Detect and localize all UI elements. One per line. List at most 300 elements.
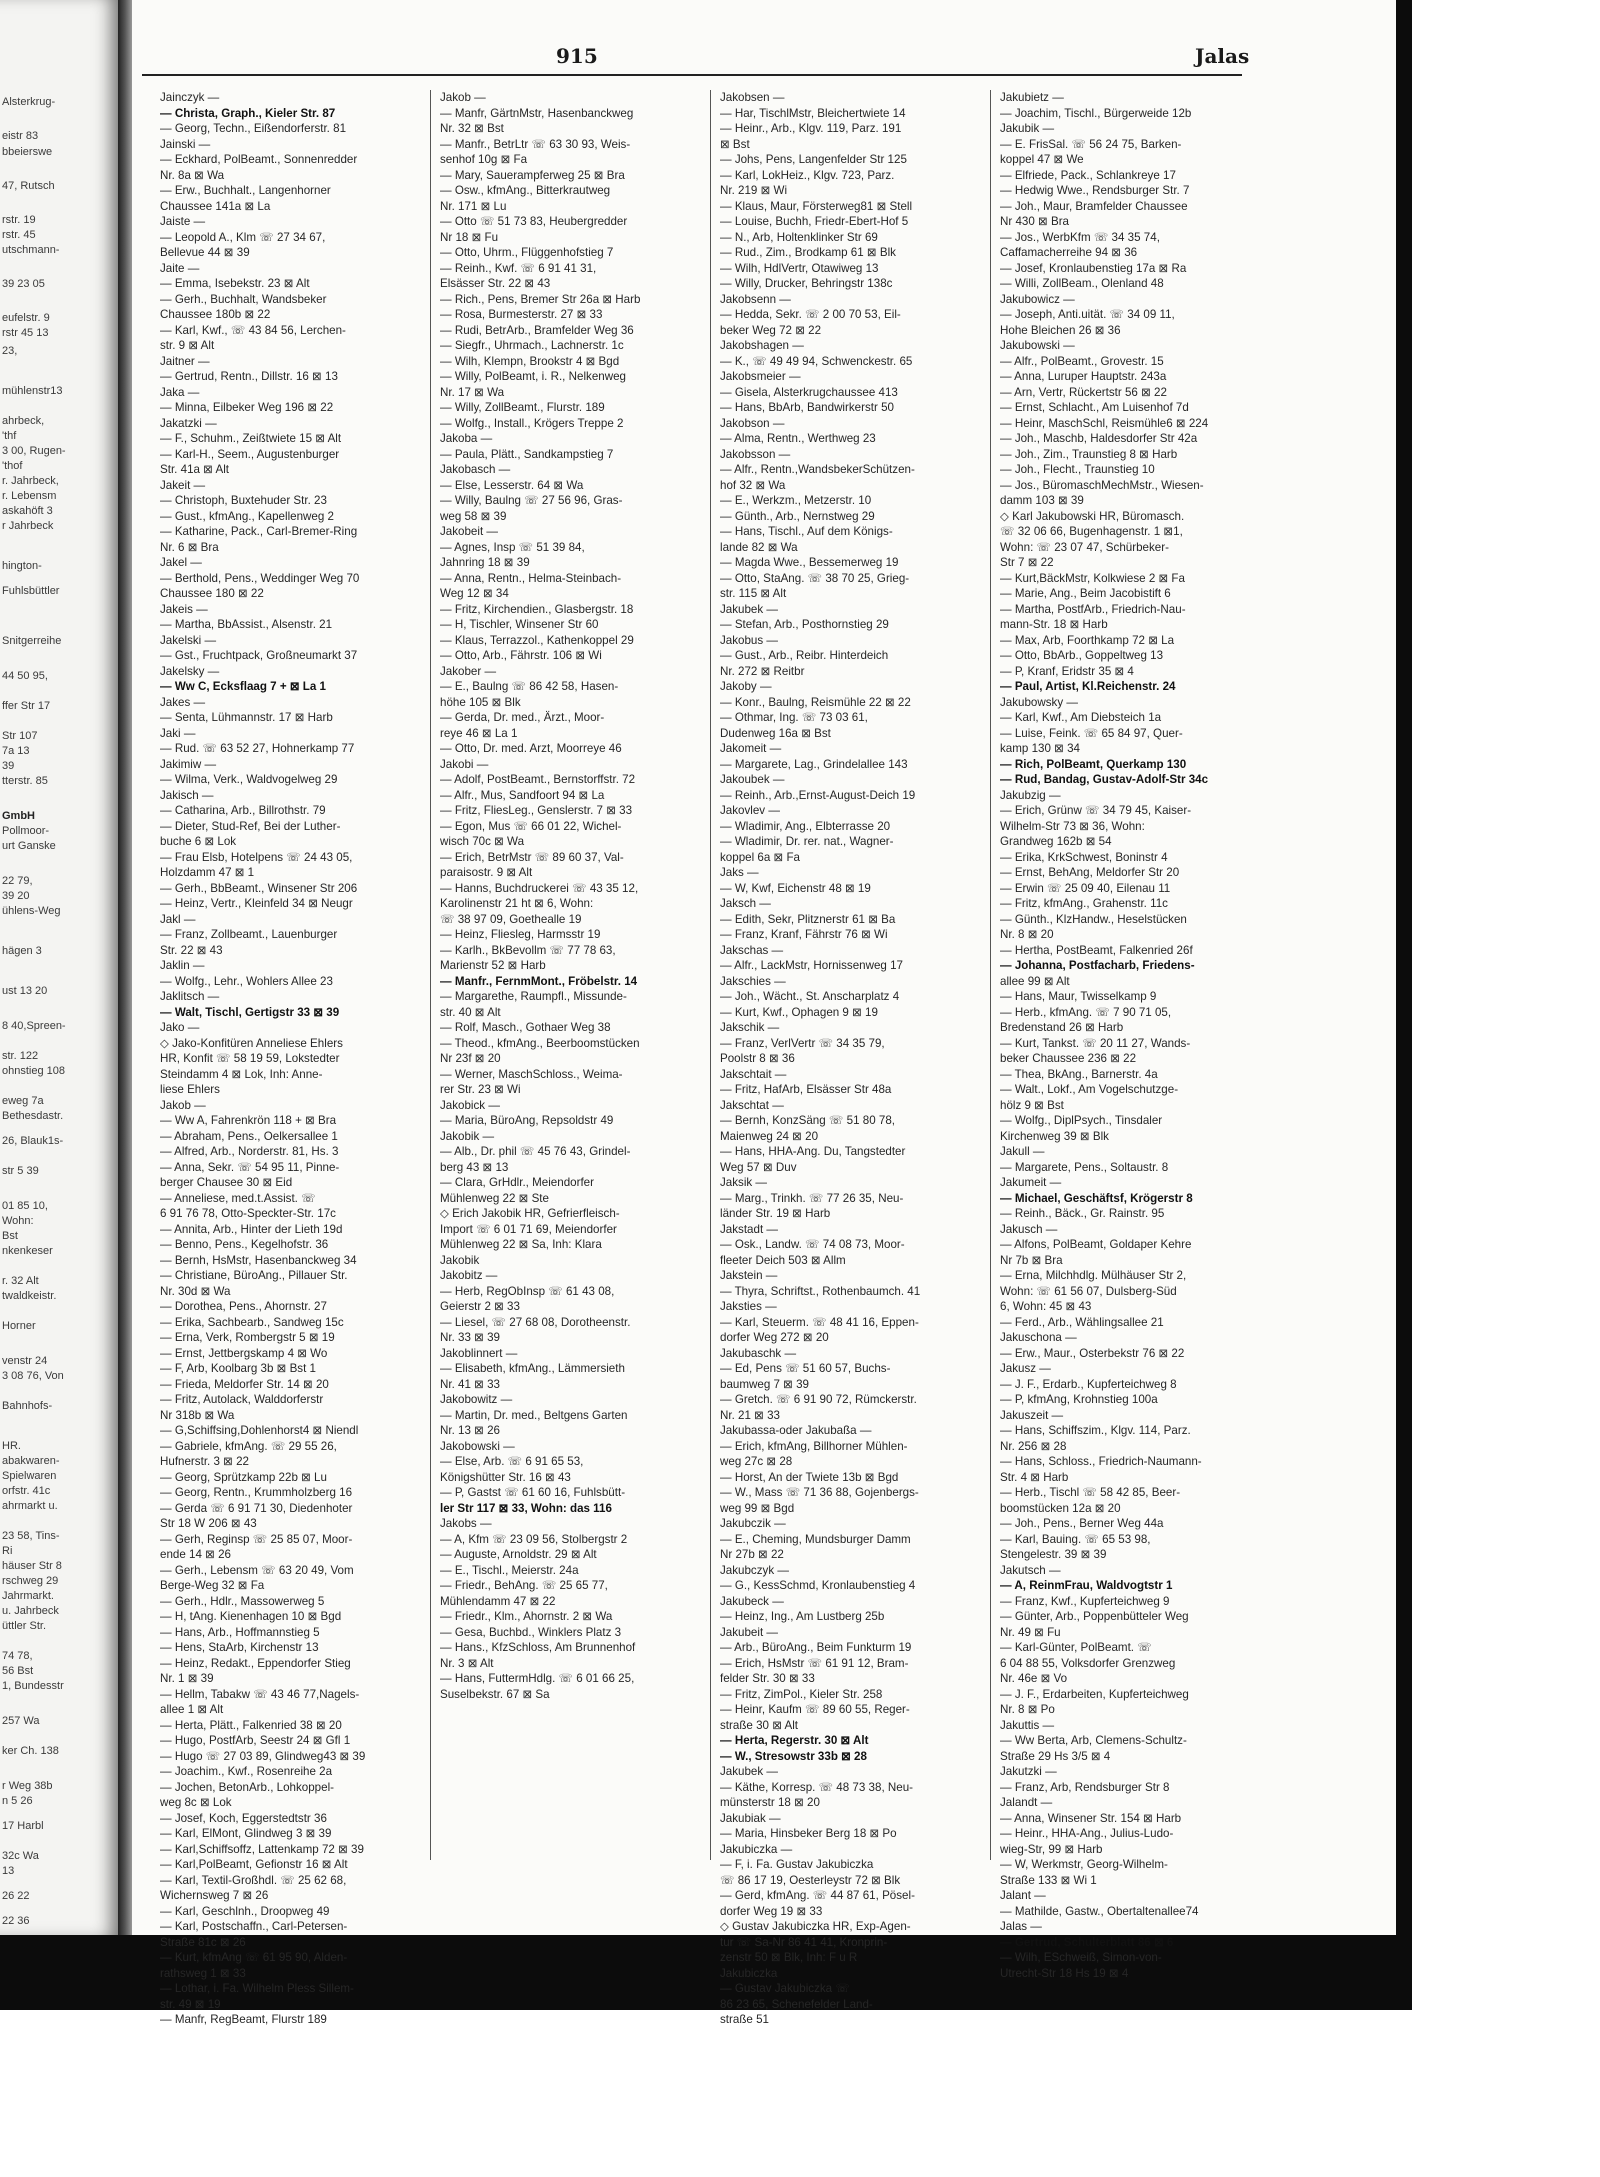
directory-entry-line: — Gerd, kfmAng. ☏ 44 87 61, Pösel- (720, 1889, 915, 1902)
directory-entry-line: Import ☏ 6 01 71 69, Meiendorfer (440, 1222, 617, 1236)
directory-entry-line: — Gust., kfmAng., Kapellenweg 2 (160, 509, 334, 523)
left-page-text-fragment: häuser Str 8 (2, 1560, 62, 1572)
directory-entry-line: — Heinz, Redakt., Eppendorfer Stieg (160, 1656, 351, 1670)
directory-entry-line: — G., KessSchmd, Kronlaubenstieg 4 (720, 1579, 916, 1592)
directory-entry-line: — Alfr., Rentn.,WandsbekerSchützen- (720, 463, 915, 476)
directory-entry-line: — Kurt, Kwf., Ophagen 9 ⊠ 19 (720, 1005, 878, 1019)
directory-entry-line: Straße 81c ⊠ 26 (160, 1935, 246, 1949)
directory-entry-line: — Manfr, GärtnMstr, Hasenbanckweg (440, 106, 634, 120)
directory-entry-line: — E., Werkzm., Metzerstr. 10 (720, 494, 872, 507)
directory-entry-line: mann-Str. 18 ⊠ Harb (1000, 618, 1108, 631)
directory-entry-line: — Günter, Arb., Poppenbütteler Weg (1000, 1610, 1189, 1623)
directory-entry-line: — Johanna, Postfacharb, Friedens- (1000, 959, 1195, 972)
directory-entry-line: Jakob — (160, 1098, 206, 1112)
directory-entry-line: länder Str. 19 ⊠ Harb (720, 1207, 831, 1220)
directory-entry-line: 86 23 65, Schenefelder Land- (720, 1997, 873, 2011)
directory-entry-line: Jakobsmeier — (720, 370, 801, 383)
directory-entry-line: — Berthold, Pens., Weddinger Weg 70 (160, 571, 360, 585)
directory-entry-line: — Otto, StaAng. ☏ 38 70 25, Grieg- (720, 571, 910, 585)
directory-entry-line: — Siegfr., Uhrmach., Lachnerstr. 1c (440, 339, 624, 352)
directory-entry-line: — H, tAng. Kienenhagen 10 ⊠ Bgd (160, 1610, 342, 1623)
directory-entry-line: Jakobs — (440, 1517, 492, 1530)
directory-entry-line: — Franz, VerlVertr ☏ 34 35 79, (720, 1036, 885, 1050)
directory-entry-line: — Karl, Geschlnh., Droopweg 49 (160, 1904, 330, 1918)
directory-entry-line: — Josef, Koch, Eggerstedtstr 36 (160, 1811, 327, 1825)
directory-entry-line: — Rich, PolBeamt, Querkamp 130 (1000, 757, 1187, 771)
directory-entry-line: Nr. 32 ⊠ Bst (440, 122, 504, 135)
directory-entry-line: — Gertrud, Rentn., Dillstr. 16 ⊠ 13 (160, 370, 338, 383)
directory-entry-line: Jakobasch — (440, 463, 511, 476)
directory-entry-line: — G,Schiffsing,Dohlenhorst4 ⊠ Niendl (160, 1424, 359, 1437)
directory-entry-line: — Franz, Kwf., Kupferteichweg 9 (1000, 1594, 1170, 1608)
directory-entry-line: — J. F., Erdarb., Kupferteichweg 8 (1000, 1377, 1177, 1391)
directory-entry-line: — Karl, Bauing. ☏ 65 53 98, (1000, 1532, 1151, 1546)
directory-entry-line: — Max, Arb, Foorthkamp 72 ⊠ La (1000, 633, 1175, 647)
directory-entry-line: tur ☏ Sa-Nr 86 41 41, Kronprin- (720, 1935, 888, 1949)
directory-entry-line: buche 6 ⊠ Lok (160, 835, 237, 848)
directory-entry-line: — Käthe, Korresp. ☏ 48 73 38, Neu- (720, 1780, 914, 1794)
directory-entry-line: Jaksch — (720, 897, 771, 910)
directory-entry-line: — Frau Elsb, Hotelpens ☏ 24 43 05, (160, 850, 353, 864)
directory-entry-line: Caffamacherreihe 94 ⊠ 36 (1000, 246, 1138, 259)
directory-entry-line: Jakimiw — (160, 757, 217, 771)
directory-entry-line: — Gst., Fruchtpack, Großneumarkt 37 (160, 649, 358, 662)
directory-entry-line: — Wolfg., Lehr., Wohlers Allee 23 (160, 974, 333, 988)
directory-entry-line: — Liesel, ☏ 27 68 08, Dorotheenstr. (440, 1315, 631, 1329)
directory-entry-line: Jako — (160, 1021, 200, 1034)
directory-column-2 (440, 90, 696, 1930)
directory-entry-line: Jaka — (160, 385, 200, 399)
header-rule (142, 74, 1242, 76)
directory-entry-line: Nr. 49 ⊠ Fu (1000, 1625, 1061, 1639)
directory-entry-line: Nr. 219 ⊠ Wi (720, 184, 788, 197)
directory-entry-line: — Josef, Kronlaubenstieg 17a ⊠ Ra (1000, 261, 1187, 275)
directory-entry-line: — Adolf, PostBeamt., Bernstorffstr. 72 (440, 773, 636, 786)
directory-entry-line: Jakoba — (440, 432, 493, 445)
directory-entry-line: — Gerh., BbBeamt., Winsener Str 206 (160, 881, 358, 895)
directory-entry-line: Jaiste — (160, 215, 206, 228)
directory-entry-line: — Joh., Maur, Bramfelder Chaussee (1000, 199, 1188, 213)
left-page-text-fragment: 26 22 (2, 1890, 30, 1902)
directory-entry-line: — Joh., Maschb, Haldesdorfer Str 42a (1000, 432, 1198, 445)
directory-entry-line: Jakubeit — (720, 1625, 778, 1639)
directory-entry-line: — Karl, Kwf., Am Diebsteich 1a (1000, 711, 1162, 724)
directory-entry-line: liese Ehlers (160, 1083, 220, 1096)
directory-entry-line: — Karl, Steuerm. ☏ 48 41 16, Eppen- (720, 1315, 919, 1329)
directory-entry-line: koppel 6a ⊠ Fa (720, 850, 800, 864)
directory-entry-line: — Manfr., BetrLtr ☏ 63 30 93, Weis- (440, 137, 631, 151)
directory-entry-line: boomstücken 12a ⊠ 20 (1000, 1501, 1121, 1515)
directory-entry-line: — Heinr., Arb., Klgv. 119, Parz. 191 (720, 122, 902, 135)
directory-entry-line: rer Str. 23 ⊠ Wi (440, 1083, 521, 1096)
directory-entry-line: — Elfriede, Pack., Schlankreye 17 (1000, 168, 1176, 182)
directory-entry-line: — Katharine, Pack., Carl-Bremer-Ring (160, 525, 358, 538)
directory-entry-line: — Fritz, kfmAng., Grahenstr. 11c (1000, 897, 1168, 910)
directory-entry-line: — Elisabeth, kfmAng., Lämmersieth (440, 1362, 625, 1375)
left-page-text-fragment: nkenkeser (2, 1245, 53, 1257)
directory-entry-line: Jakschik — (720, 1021, 780, 1034)
directory-entry-line: — Gertrud, Schulterblatt 86 ⊠ 6 (1000, 1935, 1174, 1949)
left-page-text-fragment: Jahrmarkt. (2, 1590, 54, 1602)
directory-entry-line: — Gerh, Reginsp ☏ 25 85 07, Moor- (160, 1532, 353, 1546)
directory-entry-line: Jakobowitz — (440, 1393, 513, 1406)
directory-entry-line: — Anna, Rentn., Helma-Steinbach- (440, 571, 622, 585)
directory-entry-line: Königshütter Str. 16 ⊠ 43 (440, 1470, 571, 1484)
directory-entry-line: — Lothar, i. Fa. Wilhelm Pless Sillem- (160, 1982, 354, 1995)
directory-entry-line: — Joh., Wächt., St. Anscharplatz 4 (720, 990, 900, 1003)
directory-entry-line: — Hans, Arb., Hoffmannstieg 5 (160, 1625, 320, 1639)
directory-entry-line: — Louise, Buchh, Friedr-Ebert-Hof 5 (720, 215, 909, 228)
directory-entry-line: — P, Gastst ☏ 61 60 16, Fuhlsbütt- (440, 1486, 626, 1499)
left-page-text-fragment: hägen 3 (2, 945, 42, 957)
directory-entry-line: Geierstr 2 ⊠ 33 (440, 1300, 520, 1313)
directory-entry-line: Jakusch — (1000, 1222, 1058, 1236)
directory-entry-line: — Otto, Dr. med. Arzt, Moorreye 46 (440, 742, 622, 755)
directory-entry-line: kamp 130 ⊠ 34 (1000, 742, 1080, 755)
directory-entry-line: Jaklin — (160, 959, 205, 972)
directory-entry-line: Jakeit — (160, 478, 206, 492)
directory-entry-line: — Horst, An der Twiete 13b ⊠ Bgd (720, 1470, 899, 1484)
directory-entry-line: Jakubiczka — (720, 1842, 793, 1856)
directory-entry-line: ☏ 38 97 09, Goethealle 19 (440, 912, 582, 926)
directory-entry-line: Hohe Bleichen 26 ⊠ 36 (1000, 323, 1121, 337)
directory-entry-line: — Reinh., Arb.,Ernst-August-Deich 19 (720, 788, 916, 802)
left-page-text-fragment: ühlens-Weg (2, 905, 61, 917)
left-page-text-fragment: 7a 13 (2, 745, 30, 757)
directory-entry-line: ◇ Gustav Jakubiczka HR, Exp-Agen- (720, 1920, 911, 1933)
directory-entry-line: straße 51 (720, 2013, 769, 2026)
directory-entry-line: Jakubiczka (720, 1966, 778, 1980)
directory-entry-line: Bellevue 44 ⊠ 39 (160, 246, 250, 259)
directory-entry-line: str. 49 ⊠ 19 (160, 1997, 221, 2011)
directory-entry-line: Jakuttis — (1000, 1718, 1055, 1732)
directory-entry-line: Jakobi — (440, 757, 489, 771)
directory-entry-line: Jalas — (1000, 1920, 1042, 1933)
directory-entry-line: — Gustav Jakubiczka ☏ (720, 1982, 850, 1995)
directory-entry-line: Marienstr 52 ⊠ Harb (440, 959, 546, 972)
directory-entry-line: Nr. 46e ⊠ Vo (1000, 1672, 1068, 1685)
directory-entry-line: Poolstr 8 ⊠ 36 (720, 1052, 795, 1065)
directory-entry-line: HR, Konfit ☏ 58 19 59, Lokstedter (160, 1052, 340, 1065)
directory-entry-line: Jakobowski — (440, 1439, 515, 1453)
directory-entry-line: — Osk., Landw. ☏ 74 08 73, Moor- (720, 1238, 905, 1251)
directory-entry-line: — Fritz, Kirchendien., Glasbergstr. 18 (440, 602, 634, 616)
left-page-text-fragment: 257 Wa (2, 1715, 40, 1727)
directory-entry-line: Jakutsch — (1000, 1563, 1061, 1577)
directory-entry-line: Jakubietz — (1000, 91, 1064, 104)
directory-entry-line: — Rud. ☏ 63 52 27, Hohnerkamp 77 (160, 742, 355, 755)
directory-entry-line: Jakubek — (720, 602, 778, 616)
directory-entry-line: Wohn: ☏ 23 07 47, Schürbeker- (1000, 540, 1169, 554)
directory-entry-line: Jalant — (1000, 1889, 1046, 1902)
directory-entry-line: — Fritz, ZimPol., Kieler Str. 258 (720, 1687, 883, 1701)
directory-entry-line: — Wilma, Verk., Waldvogelweg 29 (160, 773, 338, 786)
directory-entry-line: — Else, Arb. ☏ 6 91 65 53, (440, 1455, 584, 1468)
directory-entry-line: — Gesa, Buchbd., Winklers Platz 3 (440, 1625, 622, 1639)
left-page-text-fragment: Snitgerreihe (2, 635, 62, 647)
directory-entry-line: — Wolfg., Install., Krögers Treppe 2 (440, 416, 624, 430)
directory-entry-line: ◇ Karl Jakubowski HR, Büromasch. (1000, 509, 1185, 523)
directory-entry-line: — Dorothea, Pens., Ahornstr. 27 (160, 1300, 327, 1313)
directory-entry-line: — Abraham, Pens., Oelkersallee 1 (160, 1129, 338, 1143)
left-page-text-fragment: ust 13 20 (2, 985, 48, 997)
directory-entry-line: 6 91 76 78, Otto-Speckter-Str. 17c (160, 1207, 336, 1220)
directory-entry-line: Wichernsweg 7 ⊠ 26 (160, 1889, 269, 1902)
directory-entry-line: — Joh., Flecht., Traunstieg 10 (1000, 463, 1155, 476)
directory-entry-line: — E. FrisSal. ☏ 56 24 75, Barken- (1000, 137, 1182, 151)
directory-entry-line: — Erich, HsMstr ☏ 61 91 12, Bram- (720, 1656, 909, 1670)
directory-entry-line: — Minna, Eilbeker Weg 196 ⊠ 22 (160, 401, 334, 414)
directory-entry-line: allee 1 ⊠ Alt (160, 1703, 224, 1716)
directory-entry-line: ⊠ Bst (720, 137, 750, 151)
directory-entry-line: — Rich., Pens, Bremer Str 26a ⊠ Harb (440, 292, 641, 306)
directory-entry-line: ◇ Jako-Konfitüren Anneliese Ehlers (160, 1036, 343, 1050)
directory-entry-line: — Erich, Grünw ☏ 34 79 45, Kaiser- (1000, 804, 1192, 817)
left-page-text-fragment: GmbH (2, 810, 35, 822)
left-page-text-fragment: str 5 39 (2, 1165, 39, 1177)
directory-entry-line: — A, Kfm ☏ 23 09 56, Stolbergstr 2 (440, 1532, 628, 1546)
directory-entry-line: — Clara, GrHdlr., Meiendorfer (440, 1176, 594, 1189)
directory-entry-line: — Joh., Zim., Traunstieg 8 ⊠ Harb (1000, 447, 1178, 461)
directory-entry-line: — Eckhard, PolBeamt., Sonnenredder (160, 153, 358, 166)
directory-entry-line: Nr 430 ⊠ Bra (1000, 215, 1069, 228)
directory-entry-line: — Ww Berta, Arb, Clemens-Schultz- (1000, 1734, 1187, 1747)
directory-entry-line: weg 8c ⊠ Lok (160, 1796, 232, 1809)
directory-entry-line: Jakobus — (720, 633, 778, 647)
directory-entry-line: Straße 133 ⊠ Wi 1 (1000, 1873, 1097, 1887)
directory-entry-line: — Joachim., Kwf., Rosenreihe 2a (160, 1765, 333, 1778)
left-page-text-fragment: rschweg 29 (2, 1575, 59, 1587)
directory-entry-line: — Hedda, Sekr. ☏ 2 00 70 53, Eil- (720, 308, 901, 321)
directory-entry-line: Jakubowicz — (1000, 292, 1075, 306)
left-page-text-fragment: urt Ganske (2, 840, 56, 852)
directory-entry-line: Berge-Weg 32 ⊠ Fa (160, 1579, 265, 1592)
directory-entry-line: — Fritz, HafArb, Elsässer Str 48a (720, 1083, 892, 1096)
directory-entry-line: höhe 105 ⊠ Blk (440, 695, 521, 709)
directory-entry-line: — Dieter, Stud-Ref, Bei der Luther- (160, 819, 341, 833)
left-page-text-fragment: Spielwaren (2, 1470, 57, 1482)
left-page-text-fragment: abakwaren- (2, 1455, 60, 1467)
directory-entry-line: Jakobsen — (720, 91, 785, 104)
column-divider (710, 90, 711, 1860)
directory-entry-line: Jainski — (160, 137, 211, 151)
directory-entry-line: — Hans., KfzSchloss, Am Brunnenhof (440, 1641, 636, 1654)
directory-entry-line: — Karl,Schiffsoffz, Lattenkamp 72 ⊠ 39 (160, 1842, 364, 1856)
directory-entry-line: — Arb., BüroAng., Beim Funkturm 19 (720, 1641, 912, 1654)
directory-entry-line: Jaksties — (720, 1300, 777, 1313)
directory-entry-line: — Klaus, Terrazzol., Kathenkoppel 29 (440, 633, 634, 647)
directory-entry-line: — Marie, Ang., Beim Jacobistift 6 (1000, 587, 1171, 600)
directory-entry-line: Suselbekstr. 67 ⊠ Sa (440, 1687, 550, 1701)
left-page-text-fragment: askahöft 3 (2, 505, 53, 517)
directory-entry-line: Jakobsenn — (720, 292, 791, 306)
directory-entry-line: fleeter Deich 503 ⊠ Allm (720, 1253, 846, 1267)
directory-entry-line: — Franz, Arb, Rendsburger Str 8 (1000, 1780, 1170, 1794)
directory-entry-line: Nr. 8 ⊠ Po (1000, 1703, 1055, 1716)
directory-entry-line: — W., Mass ☏ 71 36 88, Gojenbergs- (720, 1486, 919, 1499)
directory-entry-line: Jakobson — (720, 416, 785, 430)
directory-entry-line: Jakob — (440, 91, 486, 104)
directory-entry-line: Wohn: ☏ 61 56 07, Dulsberg-Süd (1000, 1284, 1177, 1298)
directory-entry-line: reye 46 ⊠ La 1 (440, 726, 518, 740)
left-page-text-fragment: 32c Wa (2, 1850, 39, 1862)
left-page-text-fragment: bbeierswe (2, 146, 53, 158)
directory-entry-line: Weg 57 ⊠ Duv (720, 1160, 797, 1174)
directory-entry-line: Jahnring 18 ⊠ 39 (440, 556, 530, 569)
directory-entry-line: ☏ 32 06 66, Bugenhagenstr. 1 ⊠1, (1000, 525, 1183, 538)
directory-entry-line: — Har, TischlMstr, Bleichertwiete 14 (720, 106, 906, 120)
directory-entry-line: Stengelestr. 39 ⊠ 39 (1000, 1548, 1107, 1561)
directory-entry-line: dorfer Weg 272 ⊠ 20 (720, 1331, 829, 1344)
left-page-text-fragment: Bethesdastr. (2, 1110, 64, 1122)
directory-entry-line: Nr. 21 ⊠ 33 (720, 1408, 780, 1422)
directory-entry-line: rathsweg 1 ⊠ 33 (160, 1966, 246, 1980)
directory-entry-line: — F, Arb, Koolbarg 3b ⊠ Bst 1 (160, 1362, 316, 1375)
directory-entry-line: Jakl — (160, 912, 196, 926)
left-page-text-fragment: 17 Harbl (2, 1820, 44, 1832)
directory-entry-line: — Ww A, Fahrenkrön 118 + ⊠ Bra (160, 1114, 337, 1127)
directory-entry-line: — Erna, Verk, Rombergstr 5 ⊠ 19 (160, 1331, 335, 1344)
directory-entry-line: — Herb., kfmAng. ☏ 7 90 71 05, (1000, 1005, 1172, 1019)
directory-entry-line: — Theod., kfmAng., Beerboomstücken (440, 1036, 640, 1050)
directory-entry-line: koppel 47 ⊠ We (1000, 153, 1084, 166)
directory-entry-line: Elsässer Str. 22 ⊠ 43 (440, 277, 551, 290)
directory-entry-line: — Hans, FuttermHdlg. ☏ 6 01 66 25, (440, 1672, 635, 1685)
directory-entry-line: — Arn, Vertr, Rückertstr 56 ⊠ 22 (1000, 385, 1167, 399)
directory-entry-line: — Ernst, BehAng, Meldorfer Str 20 (1000, 866, 1180, 879)
directory-entry-line: Jakober — (440, 664, 497, 678)
directory-entry-line: — Osw., kfmAng., Bitterkrautweg (440, 184, 611, 197)
directory-entry-line: Jakutzki — (1000, 1765, 1057, 1778)
directory-entry-line: — Rudi, BetrArb., Bramfelder Weg 36 (440, 323, 634, 337)
directory-entry-line: Jakovlev — (720, 804, 780, 817)
directory-entry-line: str. 115 ⊠ Alt (720, 587, 787, 600)
directory-entry-line: — Othmar, Ing. ☏ 73 03 61, (720, 711, 868, 724)
directory-entry-line: Nr. 33 ⊠ 39 (440, 1331, 500, 1344)
directory-entry-line: — P, kfmAng, Krohnstieg 100a (1000, 1393, 1158, 1406)
directory-entry-line: Jakatzki — (160, 416, 217, 430)
directory-entry-line: — Paul, Artist, Kl.Reichenstr. 24 (1000, 680, 1176, 693)
directory-entry-line: ler Str 117 ⊠ 33, Wohn: das 116 (440, 1501, 612, 1515)
directory-column-4 (1000, 90, 1256, 1980)
directory-entry-line: — Herb, RegObInsp ☏ 61 43 08, (440, 1284, 615, 1298)
directory-entry-line: — Leopold A., Klm ☏ 27 34 67, (160, 230, 326, 244)
directory-entry-line: — Hugo ☏ 27 03 89, Glindweg43 ⊠ 39 (160, 1749, 366, 1763)
directory-entry-line: — Senta, Lühmannstr. 17 ⊠ Harb (160, 711, 333, 724)
left-page-text-fragment: Str 107 (2, 730, 38, 742)
left-page-text-fragment: 'thf (2, 430, 17, 442)
directory-entry-line: — Gerda ☏ 6 91 71 30, Diedenhoter (160, 1501, 353, 1515)
directory-entry-line: — W., Stresowstr 33b ⊠ 28 (720, 1749, 867, 1763)
directory-entry-line: Jakel — (160, 556, 202, 569)
directory-entry-line: str. 40 ⊠ Alt (440, 1005, 501, 1019)
left-page-text-fragment: 'thof (2, 460, 23, 472)
left-page-text-fragment: 01 85 10, (2, 1200, 48, 1212)
directory-entry-line: wisch 70c ⊠ Wa (440, 835, 525, 848)
directory-entry-line: — Erw., Buchhalt., Langenhorner (160, 184, 331, 197)
directory-entry-line: Jakubowski — (1000, 339, 1075, 352)
directory-entry-line: Jakobik (440, 1253, 480, 1267)
directory-entry-line: — Karlh., BkBevollm ☏ 77 78 63, (440, 943, 616, 957)
directory-entry-line: Jakobshagen — (720, 339, 804, 352)
left-page-text-fragment: n 5 26 (2, 1795, 33, 1807)
directory-entry-line: — Jos., BüromaschMechMstr., Wiesen- (1000, 478, 1204, 492)
directory-entry-line: — J. F., Erdarbeiten, Kupferteichweg (1000, 1687, 1189, 1701)
directory-entry-line: Jakumeit — (1000, 1176, 1062, 1189)
directory-entry-line: — Karl, Kwf., ☏ 43 84 56, Lerchen- (160, 323, 346, 337)
directory-entry-line: Jaki — (160, 726, 196, 740)
directory-entry-line: Jakschies — (720, 974, 786, 988)
directory-entry-line: — Hedwig Wwe., Rendsburger Str. 7 (1000, 184, 1190, 197)
directory-entry-line: beker Chaussee 236 ⊠ 22 (1000, 1052, 1137, 1065)
directory-entry-line: — Georg, Techn., Eißendorferstr. 81 (160, 122, 347, 135)
left-page-text-fragment: Ri (2, 1545, 13, 1557)
directory-entry-line: Jakubek — (720, 1765, 778, 1778)
directory-entry-line: Jaks — (720, 866, 759, 879)
directory-entry-line: — W, Kwf, Eichenstr 48 ⊠ 19 (720, 881, 871, 895)
directory-entry-line: Jaitner — (160, 354, 210, 368)
directory-entry-line: Jakes — (160, 695, 206, 709)
directory-entry-line: — Martha, BbAssist., Alsenstr. 21 (160, 618, 333, 631)
directory-entry-line: — Gerda, Dr. med., Ärzt., Moor- (440, 711, 605, 724)
directory-entry-line: — Luise, Feink. ☏ 65 84 97, Quer- (1000, 726, 1183, 740)
directory-entry-line: — Hans, HHA-Ang. Du, Tangstedter (720, 1145, 906, 1158)
left-page-text-fragment: utschmann- (2, 244, 60, 256)
directory-entry-line: Maienweg 24 ⊠ 20 (720, 1129, 819, 1143)
page-number: 915 (556, 44, 598, 68)
left-page-text-fragment: mühlenstr13 (2, 385, 63, 397)
directory-entry-line: — Franz, Zollbeamt., Lauenburger (160, 928, 338, 941)
directory-entry-line: — Johs, Pens, Langenfelder Str 125 (720, 153, 907, 166)
directory-entry-line: berg 43 ⊠ 13 (440, 1160, 509, 1174)
directory-entry-line: — Christoph, Buxtehuder Str. 23 (160, 494, 327, 507)
directory-entry-line: 6 04 88 55, Volksdorfer Grenzweg (1000, 1656, 1176, 1670)
left-page-text-fragment: 74 78, (2, 1650, 33, 1662)
directory-entry-line: — Stefan, Arb., Posthornstieg 29 (720, 618, 889, 631)
directory-entry-line: — Wilh, Klempn, Brookstr 4 ⊠ Bgd (440, 354, 620, 368)
directory-entry-line: — Otto, Arb., Fährstr. 106 ⊠ Wi (440, 649, 602, 662)
directory-entry-line: Jakisch — (160, 788, 214, 802)
left-page-text-fragment: tterstr. 85 (2, 775, 48, 787)
directory-entry-line: Jakubiak — (720, 1811, 781, 1825)
directory-entry-line: ◇ Erich Jakobik HR, Gefrierfleisch- (440, 1207, 620, 1220)
directory-entry-line: Jaksik — (720, 1176, 768, 1189)
directory-entry-line: hölz 9 ⊠ Bst (1000, 1098, 1064, 1112)
directory-entry-line: Bredenstand 26 ⊠ Harb (1000, 1021, 1124, 1034)
directory-entry-line: — Otto ☏ 51 73 83, Heubergredder (440, 215, 628, 228)
left-page-text-fragment: ohnstieg 108 (2, 1065, 65, 1077)
directory-entry-line: — Rolf, Masch., Gothaer Weg 38 (440, 1021, 611, 1034)
left-page-text-fragment: ahrbeck, (2, 415, 45, 427)
directory-entry-line: — Georg, Rentn., Krummholzberg 16 (160, 1486, 353, 1499)
directory-entry-line: — Ed, Pens ☏ 51 60 57, Buchs- (720, 1362, 891, 1375)
directory-entry-line: senhof 10g ⊠ Fa (440, 153, 528, 166)
directory-entry-line: — Willy, Baulng ☏ 27 56 96, Gras- (440, 494, 623, 507)
directory-entry-line: Jakuschona — (1000, 1331, 1077, 1344)
left-page-text-fragment: r Jahrbeck (2, 520, 54, 532)
directory-entry-line: lande 82 ⊠ Wa (720, 540, 798, 554)
directory-entry-line: ☏ 86 17 19, Oesterleystr 72 ⊠ Blk (720, 1873, 901, 1887)
left-page-text-fragment: 8 40,Spreen- (2, 1020, 66, 1032)
directory-entry-line: — Ernst, Schlacht., Am Luisenhof 7d (1000, 401, 1189, 414)
directory-entry-line: Str. 4 ⊠ Harb (1000, 1470, 1069, 1484)
directory-entry-line: — Manfr., FernmMont., Fröbelstr. 14 (440, 974, 638, 988)
directory-entry-line: — Kurt, kfmAng ☏ 61 95 90, Alden- (160, 1951, 348, 1964)
directory-entry-line: dorfer Weg 19 ⊠ 33 (720, 1904, 823, 1918)
left-page-text-fragment: HR. (2, 1440, 21, 1452)
left-page-text-fragment: ffer Str 17 (2, 700, 51, 712)
directory-entry-line: Jakubczyk — (720, 1563, 789, 1577)
